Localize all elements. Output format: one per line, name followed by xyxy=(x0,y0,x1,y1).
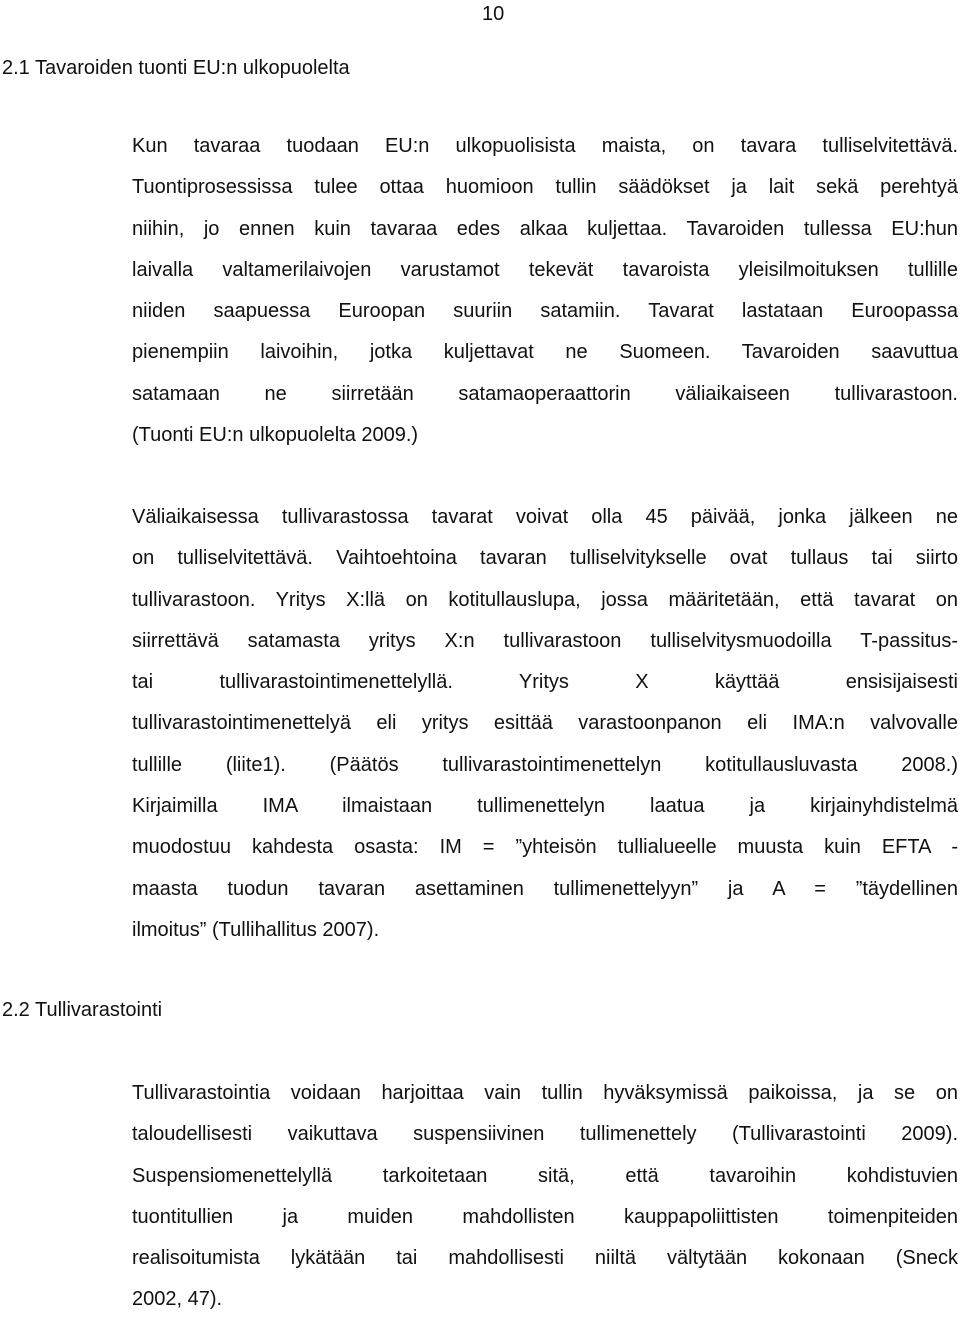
text-line: taloudellisesti vaikuttava suspensiivinen tullimenettely (Tullivarastointi 2009). xyxy=(132,1123,958,1146)
text-line: satamaan ne siirretään satamaoperaattorin väliaikaiseen tullivarastoon. xyxy=(132,382,958,405)
text-line: maasta tuodun tavaran asettaminen tullimenettelyyn” ja A = ”täydellinen xyxy=(132,877,958,900)
text-line: Väliaikaisessa tullivarastossa tavarat voivat olla 45 päivää, jonka jälkeen ne xyxy=(132,506,958,528)
text-line: muodostuu kahdesta osasta: IM = ”yhteisön tullialueelle muusta kuin EFTA - xyxy=(132,836,958,859)
paragraph-tullivarastointi xyxy=(132,1073,958,1321)
text-line: Suspensiomenettelyllä tarkoitetaan sitä, että tavaroihin kohdistuvien xyxy=(132,1164,958,1187)
text-line: 2002, 47). xyxy=(132,1288,223,1311)
paragraph-valiaikainen-varasto xyxy=(132,497,958,951)
paragraph-tuonti-intro xyxy=(132,126,958,456)
text-line: niiden saapuessa Euroopan suuriin satamiin. Tavarat lastataan Euroopassa xyxy=(132,300,958,323)
text-line: Tuontiprosessissa tulee ottaa huomioon tullin säädökset ja lait sekä perehtyä xyxy=(132,176,958,199)
text-line: realisoitumista lykätään tai mahdollisesti niiltä vältytään kokonaan (Sneck xyxy=(132,1247,958,1270)
text-line: (Tuonti EU:n ulkopuolelta 2009.) xyxy=(132,424,419,447)
section-heading-tuonti: 2.1 Tavaroiden tuonti EU:n ulkopuolelta xyxy=(2,57,350,79)
text-line: Tullivarastointia voidaan harjoittaa vain tullin hyväksymissä paikoissa, ja se on xyxy=(132,1082,958,1104)
text-line: pienempiin laivoihin, jotka kuljettavat ne Suomeen. Tavaroiden saavuttua xyxy=(132,341,958,364)
text-line: niihin, jo ennen kuin tavaraa edes alkaa kuljettaa. Tavaroiden tullessa EU:hun xyxy=(132,217,958,240)
text-line: siirrettävä satamasta yritys X:n tullivarastoon tulliselvitysmuodoilla T-passitus- xyxy=(132,629,958,652)
text-line: tai tullivarastointimenettelyllä. Yritys X käyttää ensisijaisesti xyxy=(132,671,958,694)
text-line: tullivarastointimenettelyä eli yritys esittää varastoonpanon eli IMA:n valvovalle xyxy=(132,712,958,735)
text-line: tullivarastoon. Yritys X:llä on kotitullauslupa, jossa määritetään, että tavarat on xyxy=(132,588,958,611)
text-line: on tulliselvitettävä. Vaihtoehtoina tavaran tulliselvitykselle ovat tullaus tai siirto xyxy=(132,547,958,570)
text-line: Kirjaimilla IMA ilmaistaan tullimenettelyn laatua ja kirjainyhdistelmä xyxy=(132,795,958,818)
section-heading-tullivarastointi: 2.2 Tullivarastointi xyxy=(2,999,163,1021)
text-line: laivalla valtamerilaivojen varustamot tekevät tavaroista yleisilmoituksen tullille xyxy=(132,258,958,281)
page-number: 10 xyxy=(482,3,505,25)
text-line: Kun tavaraa tuodaan EU:n ulkopuolisista maista, on tavara tulliselvitettävä. xyxy=(132,135,958,157)
text-line: tuontitullien ja muiden mahdollisten kauppapoliittisten toimenpiteiden xyxy=(132,1205,958,1228)
text-line: tullille (liite1). (Päätös tullivarastointimenettelyn kotitullausluvasta 2008.) xyxy=(132,753,958,776)
text-line: ilmoitus” (Tullihallitus 2007). xyxy=(132,918,380,941)
